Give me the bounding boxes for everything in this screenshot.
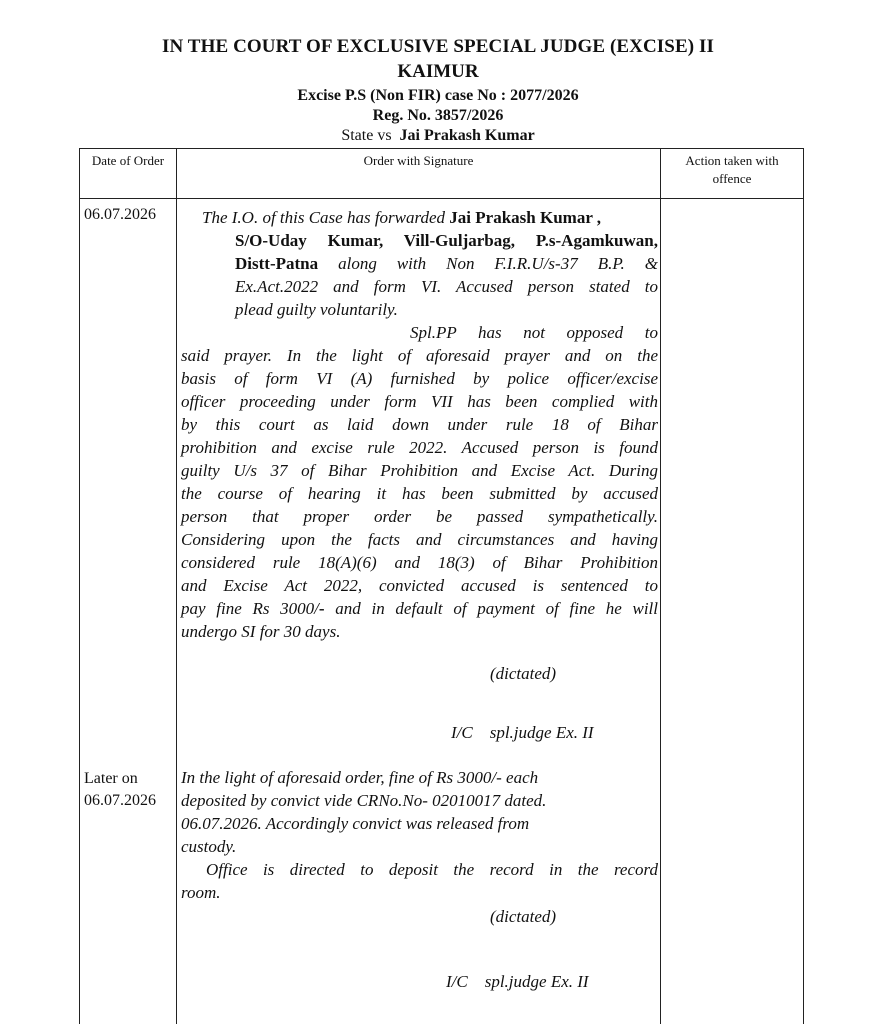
order1-line-13: the course of hearing it has been submitted by accused: [181, 484, 658, 503]
order1-fine-c: and in default of payment of fine he will: [324, 599, 658, 618]
col-header-order: Order with Signature: [363, 153, 474, 168]
order1-line-10: by this court as laid down under rule 18 of Bihar: [181, 415, 658, 434]
case-parties: [0, 127, 876, 145]
order2-line-2: deposited by convict vide CRNo.No- 02010017 dated.: [181, 791, 547, 810]
state-vs-label: State vs: [341, 127, 392, 144]
order1-district: Distt-Patna: [235, 254, 319, 273]
order1-line-3b: along with Non F.I.R.U/s-37 B.P. &: [318, 254, 658, 273]
order1-line-19: undergo SI for 30 days.: [181, 622, 341, 641]
order1-accused-name: Jai Prakash Kumar ,: [449, 208, 602, 227]
order1-fine-a: pay fine Rs 3000/: [181, 599, 319, 618]
order2-line-4: custody.: [181, 837, 237, 856]
order-date-2: [84, 768, 156, 812]
order2-line-3: 06.07.2026. Accordingly convict was released from: [181, 814, 530, 833]
accused-name: Jai Prakash Kumar: [399, 127, 535, 144]
order1-signature: I/C spl.judge Ex. II: [451, 723, 594, 742]
order1-line-1: [202, 206, 601, 229]
order2-signature: I/C spl.judge Ex. II: [446, 972, 589, 991]
col-header-date: Date of Order: [91, 153, 165, 168]
table-right-border: [803, 148, 804, 1024]
order1-line-3: [235, 252, 658, 275]
table-header-divider: [79, 198, 804, 199]
col-header-action-line2: offence: [712, 171, 752, 186]
case-number: Excise P.S (Non FIR) case No : 2077/2026: [297, 87, 579, 104]
court-title: IN THE COURT OF EXCLUSIVE SPECIAL JUDGE (EXCISE) II: [161, 36, 715, 57]
order1-parentage: S/O-Uday Kumar, Vill-Guljarbag, P.s-Agamkuwan,: [235, 231, 658, 250]
order-date-2-line1: Later on: [84, 770, 138, 787]
order2-dictated: (dictated): [490, 907, 557, 926]
order1-line-18: [181, 597, 658, 620]
table-col-divider-1: [176, 148, 177, 1024]
col-header-action: [661, 152, 803, 188]
order1-line-5: plead guilty voluntarily.: [235, 300, 398, 319]
table-left-border: [79, 148, 80, 1024]
col-header-action-line1: Action taken with: [685, 153, 779, 168]
order1-line-9: officer proceeding under form VII has been complied with: [181, 392, 658, 411]
order1-fine-dash: -: [318, 599, 325, 618]
order-date-1: 06.07.2026: [84, 206, 156, 223]
order1-line-8: basis of form VI (A) furnished by police officer/excise: [181, 369, 658, 388]
order1-line-7: said prayer. In the light of aforesaid prayer and on the: [181, 346, 658, 365]
court-place: KAIMUR: [397, 61, 479, 82]
order-date-2-line2: 06.07.2026: [84, 792, 156, 809]
order1-line-11: prohibition and excise rule 2022. Accused person is found: [181, 438, 658, 457]
order1-dictated: (dictated): [490, 664, 557, 683]
order1-line-1a: The I.O. of this Case has forwarded: [202, 208, 450, 227]
order1-line-12: guilty U/s 37 of Bihar Prohibition and Excise Act. During: [181, 461, 658, 480]
order2-line-6: room.: [181, 883, 221, 902]
order1-line-2: [235, 229, 658, 252]
reg-number: Reg. No. 3857/2026: [372, 107, 504, 124]
order1-line-15: Considering upon the facts and circumstances and having: [181, 530, 658, 549]
order1-line-16: considered rule 18(A)(6) and 18(3) of Bihar Prohibition: [181, 553, 658, 572]
order1-line-14: person that proper order be passed sympathetically.: [181, 507, 658, 526]
order1-line-6: Spl.PP has not opposed to: [410, 323, 658, 342]
order2-line-1: In the light of aforesaid order, fine of Rs 3000/- each: [181, 768, 539, 787]
table-col-divider-2: [660, 148, 661, 1024]
order2-line-5: Office is directed to deposit the record in the record: [206, 860, 658, 879]
order1-line-17: and Excise Act 2022, convicted accused is sentenced to: [181, 576, 658, 595]
table-top-border: [79, 148, 804, 149]
order1-line-4: Ex.Act.2022 and form VI. Accused person stated to: [235, 277, 658, 296]
